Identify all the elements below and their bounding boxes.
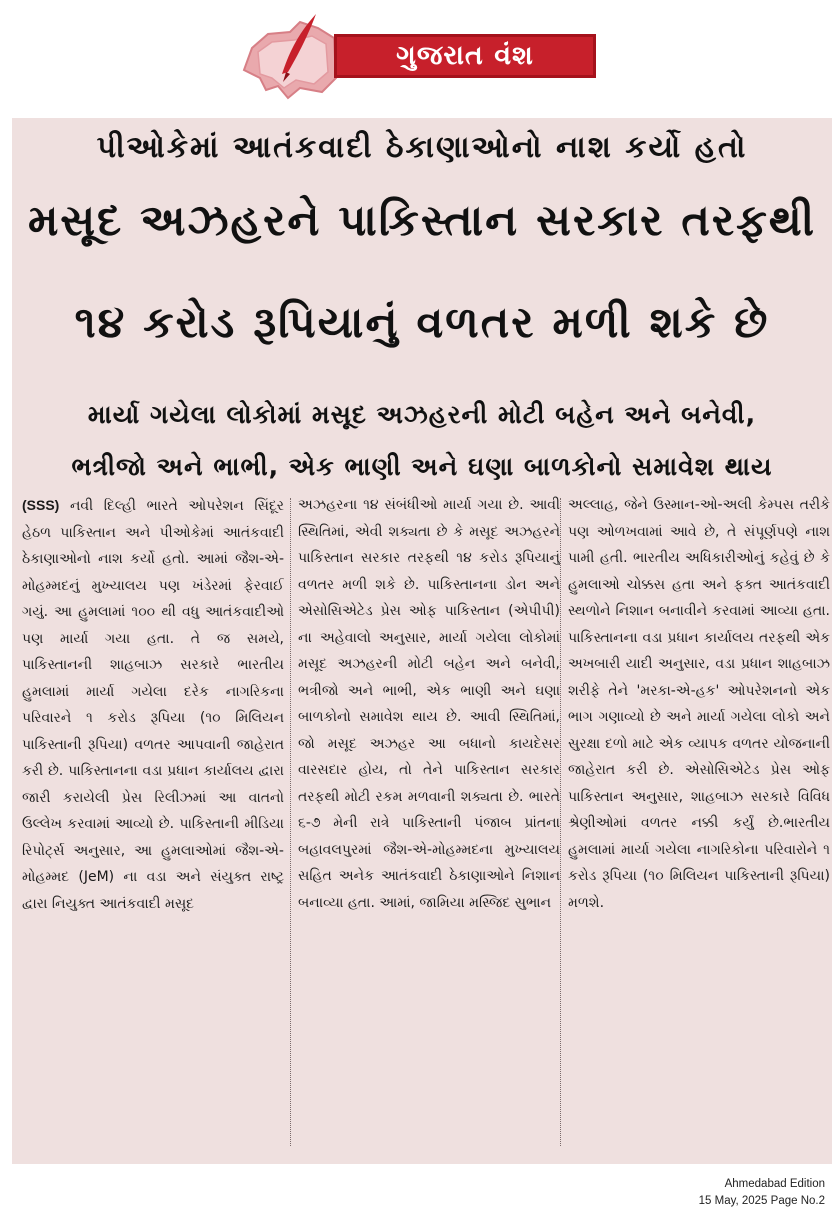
subhead-line-2: ભત્રીજો અને ભાભી, એક ભાણી અને ઘણા બાળકોનો સમાવેશ થાય [71,452,773,481]
subhead-line-1: માર્યા ગયેલા લોકોમાં મસૂદ અઝહરની મોટી બહેન અને બનેવી, [87,400,757,429]
gujarat-map-logo-icon [238,8,348,100]
body-column-2 [298,492,560,1152]
edition-name: Ahmedabad Edition [724,1178,825,1190]
column-3-text: અલ્લાહ, જેને ઉસ્માન-ઓ-અલી કેમ્પસ તરીકે પણ ઓળખવામાં આવે છે, તે સંપૂર્ણપણે નાશ પામી હતી. ભારતીય અધિકારીઓનું કહેવું છે કે હુમલાઓ ચોક્કસ હતા અને ફક્ત આતંકવાદી સ્થળોને નિશાન બનાવીને કરવામાં આવ્યા હતા. પાકિસ્તાનના વડા પ્રધાન કાર્યાલય તરફથી એક અખબારી યાદી અનુસાર, વડા પ્રધાન શાહબાઝ શરીફે તેને 'મરકા-એ-હક' ઓપરેશનનો એક ભાગ ગણાવ્યો છે અને માર્યા ગયેલા લોકો અને સુરક્ષા દળો માટે એક વ્યાપક વળતર યોજનાની જાહેરાત કરી છે. એસોસિએટેડ પ્રેસ ઓફ પાકિસ્તાન અનુસાર, શાહબાઝ સરકારે વિવિધ શ્રેણીઓમાં વળતર નક્કી કર્યું છે.ભારતીય હુમલામાં માર્યા ગયેલા નાગરિકોના પરિવારોને ૧ કરોડ રૂપિયા (૧૦ મિલિયન પાકિસ્તાની રૂપિયા) મળશે. [568,497,830,911]
edition-date-page: 15 May, 2025 Page No.2 [698,1195,825,1207]
article-kicker: પીઓકેમાં આતંકવાદી ઠેકાણાઓનો નાશ કર્યો હતો [96,130,748,165]
column-2-text: અઝહરના ૧૪ સંબંધીઓ માર્યા ગયા છે. આવી સ્થિતિમાં, એવી શક્યતા છે કે મસૂદ અઝહરને પાકિસ્તાન સરકાર તરફથી ૧૪ કરોડ રૂપિયાનું વળતર મળી શકે છે. પાકિસ્તાનના ડોન અને એસોસિએટેડ પ્રેસ ઓફ પાકિસ્તાન (એપીપી) ના અહેવાલો અનુસાર, માર્યા ગયેલા લોકોમાં મસૂદ અઝહરની મોટી બહેન અને બનેવી, ભત્રીજો અને ભાભી, એક ભાણી અને ઘણા બાળકોનો સમાવેશ થાય છે. આવી સ્થિતિમાં, જો મસૂદ અઝહર આ બધાનો કાયદેસર વારસદાર હોય, તો તેને પાકિસ્તાન સરકાર તરફથી મોટી રકમ મળવાની શક્યતા છે. ભારતે ૬-૭ મેની રાત્રે પાકિસ્તાની પંજાબ પ્રાંતના બહાવલપુરમાં જૈશ-એ-મોહમ્મદના મુખ્યાલય સહિત અનેક આતંકવાદી ઠેકાણાઓને નિશાન બનાવ્યા હતા. આમાં, જામિયા મસ્જિદ સુભાન [298,497,560,911]
column-1-text: નવી દિલ્હી ભારતે ઓપરેશન સિંદૂર હેઠળ પાકિસ્તાન અને પીઓકેમાં આતંકવાદી ઠેકાણાઓનો નાશ કર્યો હતો. આમાં જૈશ-એ-મોહમ્મદનું મુખ્યાલય પણ ખંડેરમાં ફેરવાઈ ગયું. આ હુમલામાં ૧૦૦ થી વધુ આતંકવાદીઓ પણ માર્યા ગયા હતા. તે જ સમયે, પાકિસ્તાનની શાહબાઝ સરકારે ભારતીય હુમલામાં માર્યા ગયેલા દરેક નાગરિકના પરિવારને ૧ કરોડ રૂપિયા (૧૦ મિલિયન પાકિસ્તાની રૂપિયા) વળતર આપવાની જાહેરાત કરી છે. પાકિસ્તાનના વડા પ્રધાન કાર્યાલય દ્વારા જારી કરાયેલી પ્રેસ રિલીઝમાં આ વાતનો ઉલ્લેખ કરવામાં આવ્યો છે. પાકિસ્તાની મીડિયા રિપોર્ટ્સ અનુસાર, આ હુમલાઓમાં જૈશ-એ-મોહમ્મદ (JeM) ના વડા અને સંયુક્ત રાષ્ટ્ર દ્વારા નિયુક્ત આતંકવાદી મસૂદ [22,498,284,912]
dateline: (SSS) [22,497,60,513]
article-body [22,492,830,1152]
brand-name: ગુજરાત વંશ [396,40,534,71]
brand-logo-box [334,34,596,78]
masthead [238,8,598,100]
column-divider [290,498,291,1146]
headline-line-1: મસૂદ અઝહરને પાકિસ્તાન સરકાર તરફથી [27,196,817,246]
body-column-3 [568,492,830,1152]
headline-line-2: ૧૪ કરોડ રૂપિયાનું વળતર મળી શકે છે [74,298,770,348]
article-panel [12,118,832,1164]
edition-info [699,1176,825,1210]
column-divider [560,498,561,1146]
body-column-1 [22,492,284,1152]
